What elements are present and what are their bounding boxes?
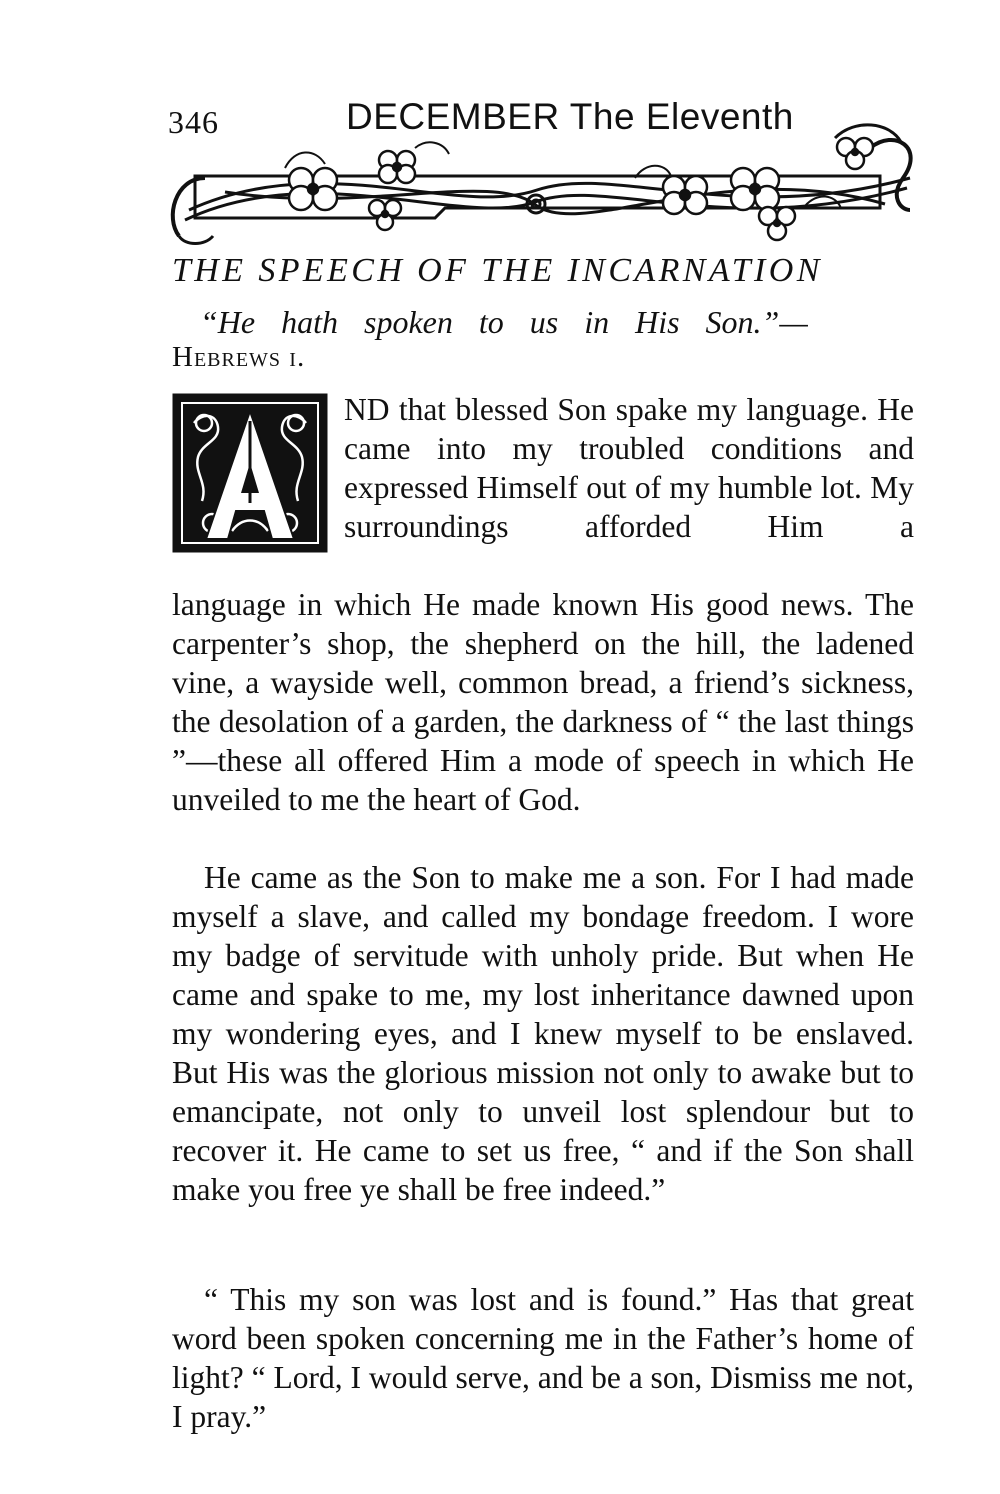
dropcap-letter — [172, 393, 328, 553]
floral-ornament-banner — [165, 118, 917, 254]
page-number: 346 — [168, 104, 219, 140]
epigraph-source: Hebrews i. — [172, 341, 306, 373]
epigraph-quote: “He hath spoken to us in His Son.”— — [200, 304, 808, 340]
paragraph-2: He came as the Son to make me a son. For I had made myself a slave, and called my bondage freedom. I wore my badge of servitude with unholy pride. But when He came and spake to me, my lost inheritance dawned upon my wondering eyes, and I knew myself to be enslaved. But His was the glorious mission not only to awake but to emancipate, not only to unveil lost splendour but to recover it. He came to set us free, “ and if the Son shall make you free ye shall be free indeed.” — [172, 860, 914, 1207]
paragraph-3: “ This my son was lost and is found.” Has that great word been spoken concerning me in the Father’s home of light? “ Lord, I would serve, and be a son, Dismiss me not, I pray.” — [172, 1282, 914, 1434]
paragraph-1-opening: ND that blessed Son spake my language. He came into my troubled conditions and expressed Himself out of my humble lot. My surroundings afforded Him a — [344, 392, 914, 544]
running-title: DECEMBER The Eleventh — [346, 96, 794, 137]
section-heading: THE SPEECH OF THE INCARNATION — [172, 252, 823, 289]
paragraph-1-continued: language in which He made known His good news. The carpenter’s shop, the shepherd on the hill, the ladened vine, a wayside well, common bread, a friend’s sickness, the desolation of a garden, the darkness of “ the last things ”—these all offered Him a mode of speech in which He unveiled to me the heart of God. — [172, 587, 914, 817]
